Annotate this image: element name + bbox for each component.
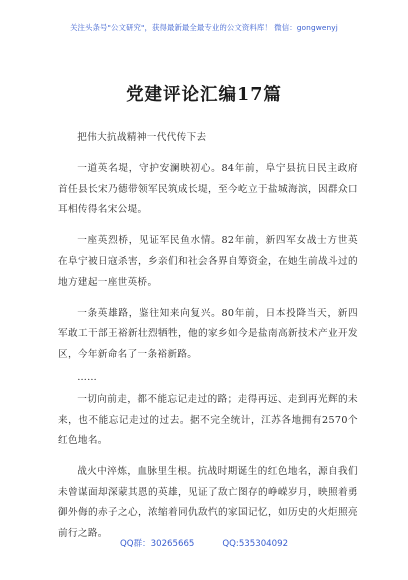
document-body xyxy=(58,128,358,555)
header-banner: 关注头条号"公文研究"，获得最新最全最专业的公文资料库！ 微信：gongwenyj xyxy=(70,23,338,32)
paragraph: 战火中淬炼，血脉里生根。抗战时期诞生的红色地名，源自我们未曾谋面却深蒙其恩的英雄，见证了敌亡图存的峥嵘岁月，映照着勇御外侮的赤子之心，浓缩着同仇敌忾的家国记忆，如历史的火炬照亮前行之路。 xyxy=(58,466,358,539)
ellipsis-separator: …… xyxy=(77,371,98,383)
paragraph: 一切向前走，都不能忘记走过的路；走得再远、走到再光辉的未来，也不能忘记走过的过去。据不完全统计，江苏各地拥有2570个红色地名。 xyxy=(58,393,358,447)
document-title: 党建评论汇编17篇 xyxy=(126,85,282,105)
footer-qq-group: QQ群：30265665 xyxy=(119,539,195,549)
footer-qq: QQ:535304092 xyxy=(222,539,289,549)
paragraph: 一座英烈桥，见证军民鱼水情。82年前，新四军女战士方世英在阜宁被日寇杀害，乡亲们和社会各界自筹资金，在她生前战斗过的地方建起一座世英桥。 xyxy=(58,235,358,288)
footer-contact xyxy=(0,537,408,549)
paragraph-subtitle: 把伟大抗战精神一代代传下去 xyxy=(77,132,207,143)
paragraph: 一道英名堤，守护安澜映初心。84年前，阜宁县抗日民主政府首任县长宋乃德带领军民筑成长堤，至今屹立于盐城海滨，因群众口耳相传得名宋公堤。 xyxy=(58,163,358,216)
paragraph: 一条英雄路，鉴往知来向复兴。80年前，日本投降当天，新四军敢工干部王裕新壮烈牺牲，他的家乡如今是盐南高新技术产业开发区，今年新命名了一条裕新路。 xyxy=(58,307,358,360)
